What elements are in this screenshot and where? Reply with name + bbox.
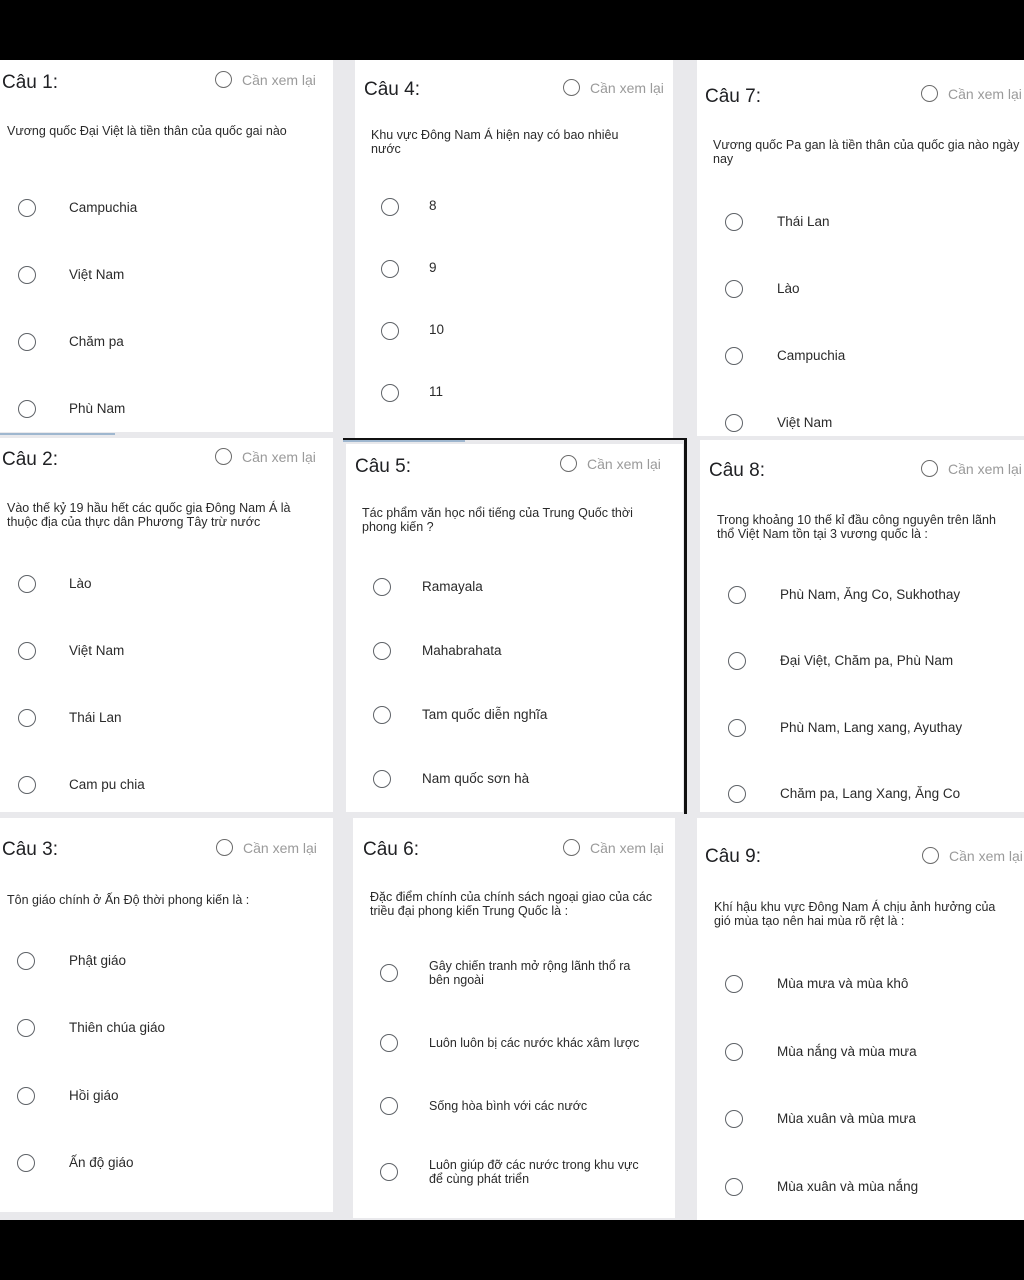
option-label: 8 — [429, 197, 437, 213]
mark-for-review[interactable] — [563, 79, 664, 96]
option-campuchia[interactable] — [18, 199, 137, 217]
option-label: Mùa mưa và mùa khô — [777, 976, 909, 991]
review-circle-icon[interactable] — [922, 847, 939, 864]
option-mua-mua-va-mua-kho[interactable] — [725, 975, 908, 993]
radio-icon[interactable] — [725, 213, 743, 231]
option-4[interactable] — [728, 785, 960, 803]
radio-icon[interactable] — [725, 414, 743, 432]
option-thai-lan[interactable] — [725, 213, 830, 231]
option-label: Gây chiến tranh mở rộng lãnh thổ ra bên ngoài — [429, 959, 631, 987]
option-tam-quoc-dien-nghia[interactable] — [373, 706, 547, 724]
question-title: Câu 3: — [2, 839, 58, 860]
mark-for-review[interactable] — [563, 839, 664, 856]
option-thien-chua-giao[interactable] — [17, 1019, 165, 1037]
radio-icon[interactable] — [17, 1087, 35, 1105]
option-label: Campuchia — [69, 200, 138, 215]
option-label: Thái Lan — [69, 710, 122, 725]
radio-icon[interactable] — [728, 719, 746, 737]
question-card-7 — [697, 60, 1024, 436]
option-label: Lào — [69, 576, 92, 591]
option-mua-xuan-va-mua-nang[interactable] — [725, 1178, 918, 1196]
review-circle-icon[interactable] — [215, 448, 232, 465]
mark-for-review[interactable] — [215, 71, 316, 88]
mark-for-review[interactable] — [922, 847, 1023, 864]
radio-icon[interactable] — [725, 1178, 743, 1196]
question-text: Tôn giáo chính ở Ấn Độ thời phong kiến là : — [7, 893, 250, 907]
radio-icon[interactable] — [381, 322, 399, 340]
question-title: Câu 6: — [363, 839, 419, 860]
radio-icon[interactable] — [18, 709, 36, 727]
option-label: Tam quốc diễn nghĩa — [422, 707, 548, 722]
review-label: Cần xem lại — [590, 839, 664, 856]
review-label: Cần xem lại — [243, 839, 317, 856]
radio-icon[interactable] — [725, 347, 743, 365]
option-label: 10 — [429, 321, 445, 337]
question-card-2 — [0, 438, 333, 812]
radio-icon[interactable] — [728, 586, 746, 604]
radio-icon[interactable] — [17, 1019, 35, 1037]
option-mua-nang-va-mua-mua[interactable] — [725, 1043, 917, 1061]
option-label: Phù Nam, Ăng Co, Sukhothay — [780, 587, 961, 602]
radio-icon[interactable] — [17, 1154, 35, 1172]
option-label: Sống hòa bình với các nước — [429, 1099, 588, 1113]
question-card-1 — [0, 60, 333, 432]
option-label: Việt Nam — [69, 643, 125, 658]
accent-line — [343, 440, 465, 442]
radio-icon[interactable] — [18, 575, 36, 593]
question-text: Vương quốc Pa gan là tiền thân của quốc gia nào ngày nay — [713, 138, 1020, 166]
radio-icon[interactable] — [373, 578, 391, 596]
radio-icon[interactable] — [381, 384, 399, 402]
option-campuchia[interactable] — [725, 347, 845, 365]
option-mahabrahata[interactable] — [373, 642, 502, 660]
question-title: Câu 9: — [705, 846, 761, 867]
review-circle-icon[interactable] — [921, 460, 938, 477]
question-card-5 — [346, 444, 683, 812]
radio-icon[interactable] — [380, 1097, 398, 1115]
question-title: Câu 7: — [705, 86, 761, 107]
radio-icon[interactable] — [373, 770, 391, 788]
option-viet-nam[interactable] — [725, 414, 832, 432]
option-label: Thiên chúa giáo — [69, 1020, 166, 1035]
mark-for-review[interactable] — [921, 85, 1022, 102]
option-label: Việt Nam — [777, 415, 833, 430]
column-divider — [684, 440, 687, 814]
option-3[interactable] — [728, 719, 962, 737]
option-thai-lan[interactable] — [18, 709, 122, 727]
option-label: Ấn độ giáo — [69, 1155, 134, 1170]
option-lao[interactable] — [725, 280, 800, 298]
option-label: Nam quốc sơn hà — [422, 771, 530, 786]
option-8[interactable] — [381, 198, 437, 216]
radio-icon[interactable] — [380, 964, 398, 982]
radio-icon[interactable] — [373, 706, 391, 724]
question-title: Câu 1: — [2, 72, 58, 93]
option-song-hoa-binh[interactable] — [380, 1097, 587, 1115]
question-text: Trong khoảng 10 thế kỉ đầu công nguyên trên lãnh thổ Việt Nam tồn tại 3 vương quốc là : — [717, 513, 996, 541]
option-hoi-giao[interactable] — [17, 1087, 119, 1105]
question-title: Câu 8: — [709, 460, 765, 481]
question-text: Khí hậu khu vực Đông Nam Á chịu ảnh hưởng của gió mùa tạo nên hai mùa rõ rệt là : — [714, 900, 996, 928]
top-black-bar — [0, 0, 1024, 60]
radio-icon[interactable] — [18, 199, 36, 217]
bottom-black-bar — [0, 1220, 1024, 1280]
mark-for-review[interactable] — [560, 455, 661, 472]
option-label: Mùa xuân và mùa mưa — [777, 1111, 916, 1126]
question-text: Tác phẩm văn học nổi tiếng của Trung Quốc thời phong kiến ? — [362, 506, 633, 534]
option-mua-xuan-va-mua-mua[interactable] — [725, 1110, 916, 1128]
review-circle-icon[interactable] — [560, 455, 577, 472]
radio-icon[interactable] — [725, 1110, 743, 1128]
radio-icon[interactable] — [381, 198, 399, 216]
question-card-8 — [700, 440, 1024, 812]
option-label: Phật giáo — [69, 953, 127, 968]
question-card-4 — [355, 60, 673, 438]
option-label: Ramayala — [422, 579, 483, 594]
question-title: Câu 5: — [355, 456, 411, 477]
question-text: Khu vực Đông Nam Á hiện nay có bao nhiêu nước — [371, 128, 619, 156]
option-viet-nam[interactable] — [18, 642, 124, 660]
mark-for-review[interactable] — [216, 839, 317, 856]
option-9[interactable] — [381, 260, 437, 278]
radio-icon[interactable] — [18, 333, 36, 351]
review-circle-icon[interactable] — [563, 79, 580, 96]
review-label: Cần xem lại — [948, 85, 1022, 102]
radio-icon[interactable] — [18, 400, 36, 418]
option-lao[interactable] — [18, 575, 92, 593]
option-label: Thái Lan — [777, 214, 830, 229]
question-title: Câu 2: — [2, 449, 58, 470]
option-label: Phù Nam, Lang xang, Ayuthay — [780, 720, 963, 735]
option-label: Campuchia — [777, 348, 846, 363]
review-circle-icon[interactable] — [921, 85, 938, 102]
option-2[interactable] — [728, 652, 953, 670]
review-circle-icon[interactable] — [563, 839, 580, 856]
review-circle-icon[interactable] — [216, 839, 233, 856]
option-label: Chăm pa, Lang Xang, Ăng Co — [780, 786, 961, 801]
option-ramayala[interactable] — [373, 578, 483, 596]
radio-icon[interactable] — [728, 652, 746, 670]
option-cham-pa[interactable] — [18, 333, 124, 351]
option-label: Mùa nắng và mùa mưa — [777, 1044, 917, 1059]
radio-icon[interactable] — [381, 260, 399, 278]
radio-icon[interactable] — [725, 975, 743, 993]
review-label: Cần xem lại — [948, 460, 1022, 477]
radio-icon[interactable] — [17, 952, 35, 970]
radio-icon[interactable] — [18, 776, 36, 794]
question-card-3 — [0, 818, 333, 1212]
option-label: Mùa xuân và mùa nắng — [777, 1179, 919, 1194]
option-label: Phù Nam — [69, 401, 126, 416]
row-divider — [343, 438, 687, 440]
option-label: Đại Việt, Chăm pa, Phù Nam — [780, 653, 954, 668]
option-phat-giao[interactable] — [17, 952, 126, 970]
option-label: Việt Nam — [69, 267, 125, 282]
question-text: Vương quốc Đại Việt là tiền thân của quốc gai nào — [7, 124, 287, 138]
option-11[interactable] — [381, 384, 443, 402]
review-circle-icon[interactable] — [215, 71, 232, 88]
option-giup-do[interactable] — [380, 1158, 651, 1186]
question-text: Đặc điểm chính của chính sách ngoại giao của các triều đại phong kiến Trung Quốc là : — [370, 890, 653, 918]
option-label: Chăm pa — [69, 334, 124, 349]
review-label: Cần xem lại — [242, 448, 316, 465]
review-label: Cần xem lại — [242, 71, 316, 88]
option-1[interactable] — [728, 586, 960, 604]
option-label: Luôn giúp đỡ các nước trong khu vực để cùng phát triển — [429, 1158, 639, 1186]
option-label: Luôn luôn bị các nước khác xâm lược — [429, 1036, 640, 1050]
radio-icon[interactable] — [380, 1034, 398, 1052]
option-viet-nam[interactable] — [18, 266, 124, 284]
mark-for-review[interactable] — [921, 460, 1022, 477]
option-10[interactable] — [381, 322, 444, 340]
option-label: Mahabrahata — [422, 643, 502, 658]
radio-icon[interactable] — [725, 1043, 743, 1061]
question-card-6 — [353, 818, 675, 1218]
option-phu-nam[interactable] — [18, 400, 125, 418]
question-card-9 — [697, 818, 1024, 1220]
option-label: 11 — [429, 383, 444, 399]
radio-icon[interactable] — [380, 1163, 398, 1181]
option-cam-pu-chia[interactable] — [18, 776, 145, 794]
option-label: Lào — [777, 281, 800, 296]
mark-for-review[interactable] — [215, 448, 316, 465]
option-an-do-giao[interactable] — [17, 1154, 134, 1172]
option-gay-chien-tranh[interactable] — [380, 959, 651, 987]
option-label: Cam pu chia — [69, 777, 145, 792]
option-bi-xam-luoc[interactable] — [380, 1034, 639, 1052]
accent-line — [0, 433, 115, 435]
radio-icon[interactable] — [725, 280, 743, 298]
option-nam-quoc-son-ha[interactable] — [373, 770, 529, 788]
review-label: Cần xem lại — [590, 79, 664, 96]
review-label: Cần xem lại — [587, 455, 661, 472]
review-label: Cần xem lại — [949, 847, 1023, 864]
question-title: Câu 4: — [364, 79, 420, 100]
radio-icon[interactable] — [728, 785, 746, 803]
question-text: Vào thế kỷ 19 hầu hết các quốc gia Đông Nam Á là thuộc địa của thực dân Phương Tây trừ nước — [7, 501, 291, 529]
option-label: 9 — [429, 259, 437, 275]
radio-icon[interactable] — [18, 266, 36, 284]
radio-icon[interactable] — [373, 642, 391, 660]
option-label: Hồi giáo — [69, 1088, 119, 1103]
radio-icon[interactable] — [18, 642, 36, 660]
